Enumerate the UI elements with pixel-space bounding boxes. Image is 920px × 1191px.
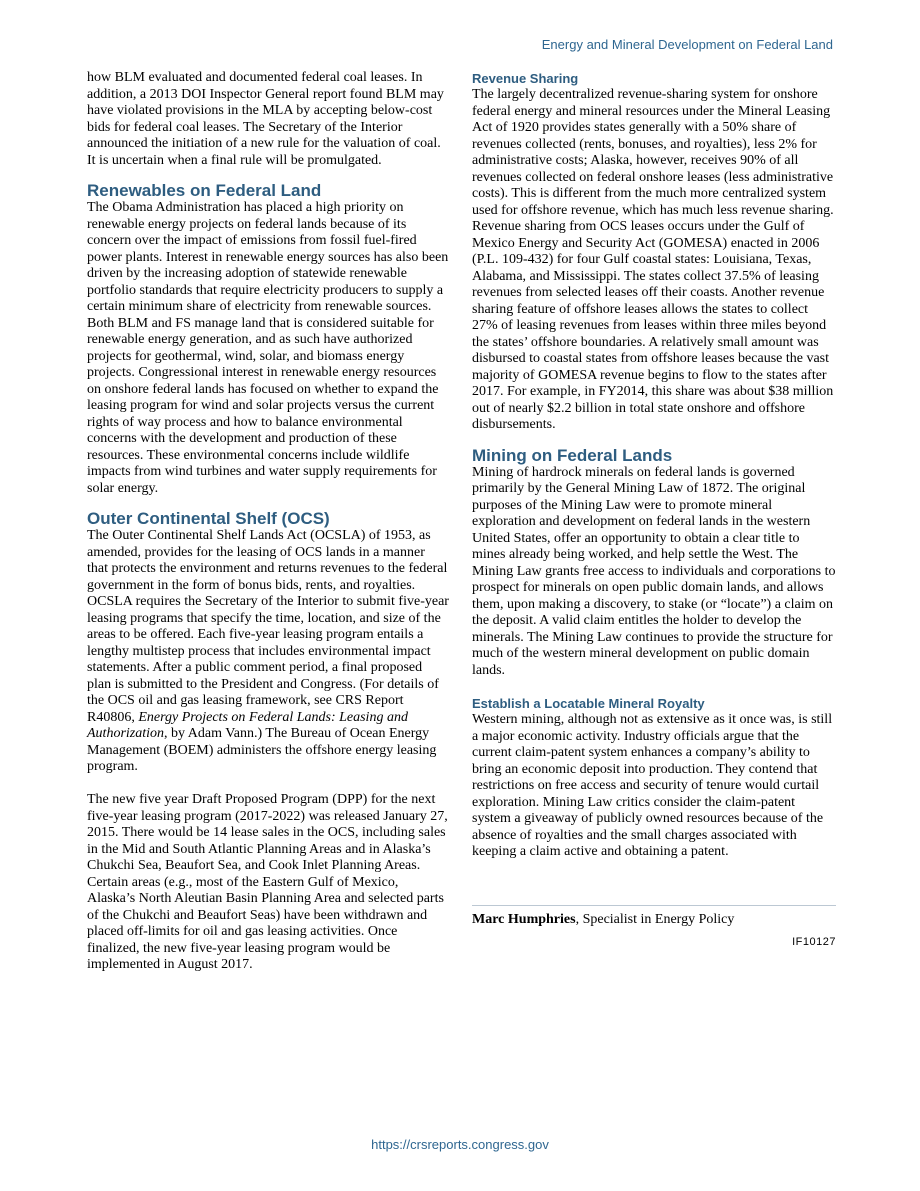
renewables-heading: Renewables on Federal Land [87,181,322,200]
royalty-paragraph: Western mining, although not as extensive as it once was, is still a major economic activity. Industry officials argue that the current claim-patent system enhances a company’s ability to bring an economic deposit into production. They contend that restrictions on free access and security of tenure would curtail exploration. Mining Law critics consider the claim-patent system a giveaway of publicly owned resources because of the absence of royalties and the small charges associated with keeping a claim active and obtaining a patent. [472,712,833,859]
ocs-paragraph-2: The new five year Draft Proposed Program (DPP) for the next five-year leasing program (2017-2022) was released January 27, 2015. There would be 14 lease sales in the OCS, including sales in the Mid and South Atlantic Planning Areas and in Alaska’s Chukchi Sea, Beaufort Sea, and Cook Inlet Planning Areas. Certain areas (e.g., most of the Eastern Gulf of Mexico, Alaska’s North Aleutian Basin Planning Area and selected parts of the Chukchi and Beaufort Seas) have been withdrawn and placed off-limits for oil and gas leasing activities. Once finalized, the new five-year leasing program would be implemented in August 2017. [87,792,448,972]
crs-report-title: Energy Projects on Federal Lands: Leasing and Authorization [87,709,408,741]
mining-paragraph: Mining of hardrock minerals on federal lands is governed primarily by the General Mining Law of 1872. The original purposes of the Mining Law were to promote mineral exploration and development on federal lands in the western United States, offer an opportunity to obtain a clear title to mines already being worked, and help settle the West. The Mining Law grants free access to individuals and corporations to prospect for minerals on open public domain lands, and allows them, upon making a discovery, to stake (or “locate”) a claim on the deposit. A valid claim entitles the holder to develop the minerals. The Mining Law continues to provide the structure for much of the western mineral development on public domain lands. [472,464,836,678]
left-column [87,70,449,974]
report-id: IF10127 [792,936,836,948]
author-block [472,905,836,929]
author-line [472,912,836,929]
ocs-paragraph-1-tail: , by Adam Vann.) The Bureau of Ocean Energy Management (BOEM) administers the offshore energy leasing program. [87,726,437,774]
ocs-heading: Outer Continental Shelf (OCS) [87,509,330,528]
ocs-paragraph-1-text: The Outer Continental Shelf Lands Act (OCSLA) of 1953, as amended, provides for the leasing of OCS lands in a manner that protects the environment and returns revenues to the federal government in the form of bonus bids, rents, and royalties. OCSLA requires the Secretary of the Interior to submit five-year leasing programs that specify the time, location, and size of the areas to be offered. Each five-year leasing program entails a lengthy multistep process that includes environmental impact statements. After a public comment period, a final proposed plan is submitted to the President and Congress. (For details of the OCS oil and gas leasing framework, see CRS Report R40806, [87,528,449,725]
renewables-paragraph: The Obama Administration has placed a high priority on renewable energy projects on federal lands because of its concern over the impact of emissions from fossil fuel-fired power plants. Interest in renewable energy sources has also been driven by the increasing adoption of statewide renewable portfolio standards that require electricity producers to supply a certain minimum share of electricity from renewable sources. Both BLM and FS manage land that is considered suitable for renewable energy generation, and as such have authorized projects for geothermal, wind, solar, and biomass energy projects. Congressional interest in renewable energy resources on onshore federal lands has focused on whether to expand the leasing program for wind and solar projects versus the current rights of way process and how to balance environmental concerns with the development and production of these resources. These environmental concerns include wildlife impacts from wind turbines and water supply requirements for solar energy. [87,200,449,496]
mining-heading: Mining on Federal Lands [472,445,673,465]
revenue-sharing-heading: Revenue Sharing [472,71,579,86]
footer-url[interactable]: https://crsreports.congress.gov [371,1137,549,1152]
ocs-paragraph-1 [87,528,449,776]
royalty-heading: Establish a Locatable Mineral Royalty [472,696,705,711]
running-header: Energy and Mineral Development on Federal Land [541,37,833,52]
right-column [472,70,836,951]
revenue-sharing-paragraph: The largely decentralized revenue-sharing system for onshore federal energy and mineral resources under the Mineral Leasing Act of 1920 provides states generally with a 50% share of revenues collected (rents, bonuses, and royalties), less 2% for administrative costs; Alaska, however, receives 90% of all revenues collected on federal onshore leases (less administrative costs). This is different from the much more centralized system used for offshore revenue, which has much less revenue sharing. Revenue sharing from OCS leases occurs under the Gulf of Mexico Energy and Security Act (GOMESA) enacted in 2006 (P.L. 109-432) for four Gulf coastal states: Louisiana, Texas, Alabama, and Mississippi. The states collect 37.5% of leasing revenues from selected leases off their coasts. Another revenue sharing feature of offshore leases allows the states to collect 27% of leasing revenues from leases within three miles beyond the states’ offshore boundaries. A relatively small amount was disbursed to coastal states from offshore leases because the vast majority of GOMESA revenue begins to flow to the states after 2017. For example, in FY2014, this share was about $38 million out of nearly $2.2 billion in total state onshore and offshore disbursements. [472,87,834,432]
author-name: Marc Humphries [472,911,576,927]
author-title: , Specialist in Energy Policy [575,911,735,927]
coal-intro-paragraph: how BLM evaluated and documented federal coal leases. In addition, a 2013 DOI Inspector General report found BLM may have violated provisions in the MLA by accepting below-cost bids for federal coal leases. The Secretary of the Interior announced the initiation of a new rule for the valuation of coal. It is uncertain when a final rule will be promulgated. [87,70,444,168]
